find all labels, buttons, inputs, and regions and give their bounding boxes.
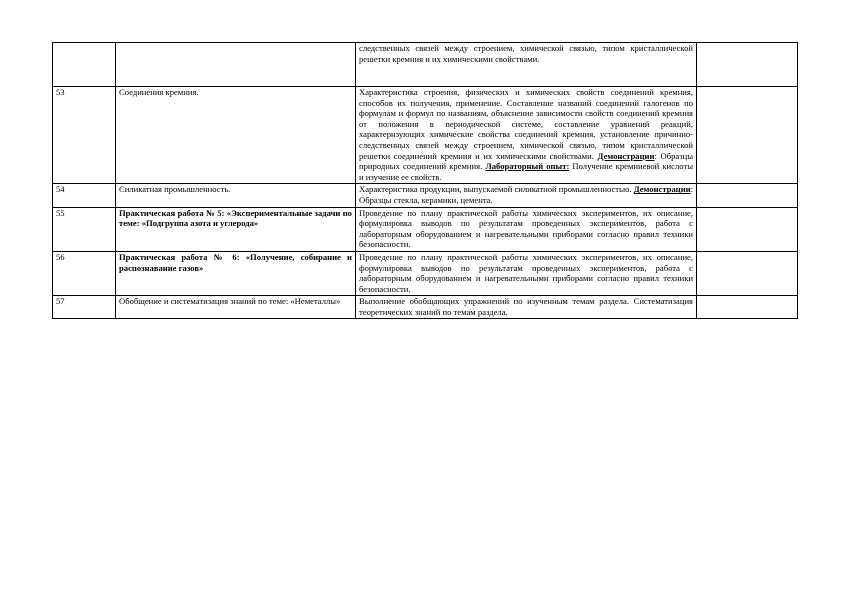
lesson-content-cell — [356, 87, 697, 184]
lesson-content-cell: Проведение по плану практической работы химических экспериментов, их описание, формулировка выводов по результатам проведенных экспериментов, работа с лабораторным оборудованием и нагревательными приборами согласно правил техники безопасности. — [356, 251, 697, 295]
notes-cell — [697, 207, 798, 251]
lesson-number-cell: 53 — [53, 87, 116, 184]
table-row — [53, 251, 798, 295]
demonstration-text: : Образцы стекла, керамики, цемента. — [359, 184, 694, 205]
lesson-number-cell: 56 — [53, 251, 116, 295]
lesson-number-cell: 54 — [53, 184, 116, 207]
notes-cell — [697, 43, 798, 87]
table-row — [53, 207, 798, 251]
content-text: Характеристика продукции, выпускаемой силикатной промышленностью. — [359, 184, 632, 195]
demonstration-text: : Образцы природных соединений кремния. — [359, 150, 693, 172]
lesson-content-cell: Проведение по плану практической работы химических экспериментов, их описание, формулировка выводов по результатам проведенных экспериментов, работа с лабораторным оборудованием и нагревательными приборами согласно правил техники безопасности. — [356, 207, 697, 251]
practical-work-label: Практическая работа № 5: — [119, 207, 225, 218]
lesson-topic-cell: Силикатная промышленность. — [116, 184, 356, 207]
table-row — [53, 43, 798, 87]
demonstration-label: Демонстрации — [633, 184, 691, 195]
lab-experiment-text: Получение кремниевой кислоты и изучение ее свойств. — [359, 161, 693, 182]
table-row — [53, 296, 798, 319]
table-row — [53, 87, 798, 184]
notes-cell — [697, 251, 798, 295]
practical-work-title: «Получение, собирание и распознавание газов» — [119, 251, 352, 273]
lesson-plan-table — [52, 42, 798, 319]
lesson-content-cell: следственных связей между строением, химической связью, типом кристаллической решетки кремния и их химическими свойствами. — [356, 43, 697, 87]
lesson-content-cell — [356, 184, 697, 207]
lab-experiment-label: Лабораторный опыт: — [485, 161, 570, 172]
content-text: Характеристика строения, физических и химических свойств соединений кремния, способов их получения, применение. Составление названий соединений галогенов по формулам и формул по названиям, объяснение зависимости свойств соединений кремния от положения в периодической системе, составление уравнений реакций, характеризующих химические свойства соединений кремния, установление причинно-следственных связей между строением, химической связью, типом кристаллической решетки соединений кремния и их химическими свойствами. — [359, 87, 693, 161]
lesson-topic-cell — [116, 251, 356, 295]
lesson-number-cell — [53, 43, 116, 87]
notes-cell — [697, 184, 798, 207]
lesson-topic-cell — [116, 207, 356, 251]
notes-cell — [697, 87, 798, 184]
lesson-number-cell: 57 — [53, 296, 116, 319]
notes-cell — [697, 296, 798, 319]
lesson-content-cell: Выполнение обобщающих упражнений по изученным темам раздела. Систематизация теоретических знаний по темам раздела. — [356, 296, 697, 319]
practical-work-label: Практическая работа № 6: — [119, 251, 240, 262]
demonstration-label: Демонстрации — [597, 150, 655, 161]
lesson-topic-cell: Соединения кремния. — [116, 87, 356, 184]
practical-work-title: «Экспериментальные задачи по теме: «Подгруппа азота и углерода» — [119, 207, 352, 229]
table-row — [53, 184, 798, 207]
lesson-number-cell: 55 — [53, 207, 116, 251]
lesson-topic-cell — [116, 43, 356, 87]
lesson-topic-cell: Обобщение и систематизация знаний по теме: «Неметаллы» — [116, 296, 356, 319]
